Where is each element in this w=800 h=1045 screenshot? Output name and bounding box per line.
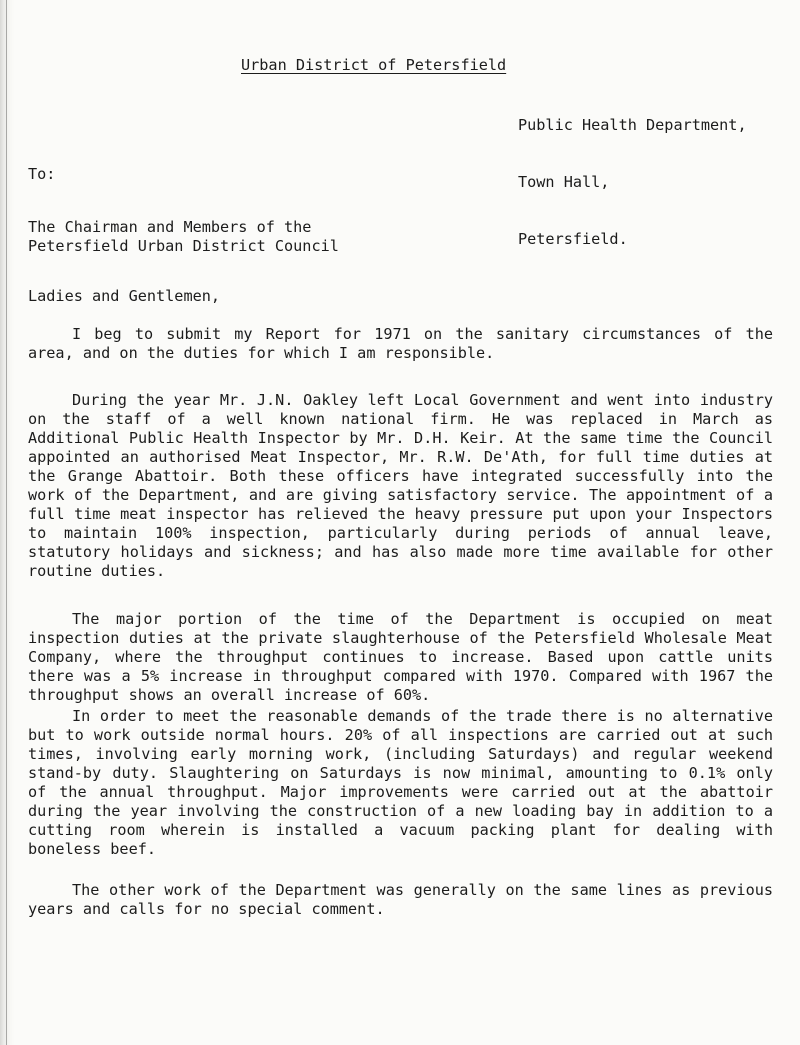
- salutation: Ladies and Gentlemen,: [28, 287, 221, 305]
- report-paragraph: The major portion of the time of the Department is occupied on meat inspection duties at the private slaughterhouse of the Petersfield Wholesale Meat Company, where the throughput continues to increase. Based upon cattle units there was a 5% increase in throughput compared with 1970. Compared with 1967 the throughput shows an overall increase of 60%.: [28, 610, 773, 704]
- addressee-line: Petersfield Urban District Council: [28, 237, 339, 255]
- report-paragraph: In order to meet the reasonable demands of the trade there is no alternative but to work outside normal hours. 20% of all inspections are carried out at such times, involving early morning work, (including Saturdays) and regular weekend stand-by duty. Slaughtering on Saturdays is now minimal, amounting to 0.1% only of the annual throughput. Major improvements were carried out at the abattoir during the year involving the construction of a new loading bay in addition to a cutting room wherein is installed a vacuum packing plant for dealing with boneless beef.: [28, 707, 773, 858]
- addressee-line: The Chairman and Members of the: [28, 218, 312, 236]
- addressee-block: [28, 218, 339, 256]
- document-title: Urban District of Petersfield: [241, 56, 507, 74]
- address-line: Petersfield.: [518, 230, 628, 248]
- sender-address: [518, 78, 747, 287]
- report-paragraph: The other work of the Department was generally on the same lines as previous years and calls for no special comment.: [28, 881, 773, 918]
- to-label: To:: [28, 165, 56, 183]
- address-line: Public Health Department,: [518, 116, 747, 134]
- report-paragraph: During the year Mr. J.N. Oakley left Local Government and went into industry on the staff of a well known national firm. He was replaced in March as Additional Public Health Inspector by Mr. D.H. Keir. At the same time the Council appointed an authorised Meat Inspector, Mr. R.W. De'Ath, for full time duties at the Grange Abattoir. Both these officers have integrated successfully into the work of the Department, and are giving satisfactory service. The appointment of a full time meat inspector has relieved the heavy pressure put upon your Inspectors to maintain 100% inspection, particularly during periods of annual leave, statutory holidays and sickness; and has also made more time available for other routine duties.: [28, 391, 773, 580]
- address-line: Town Hall,: [518, 173, 610, 191]
- report-paragraph: I beg to submit my Report for 1971 on the sanitary circumstances of the area, and on the duties for which I am responsible.: [28, 325, 773, 362]
